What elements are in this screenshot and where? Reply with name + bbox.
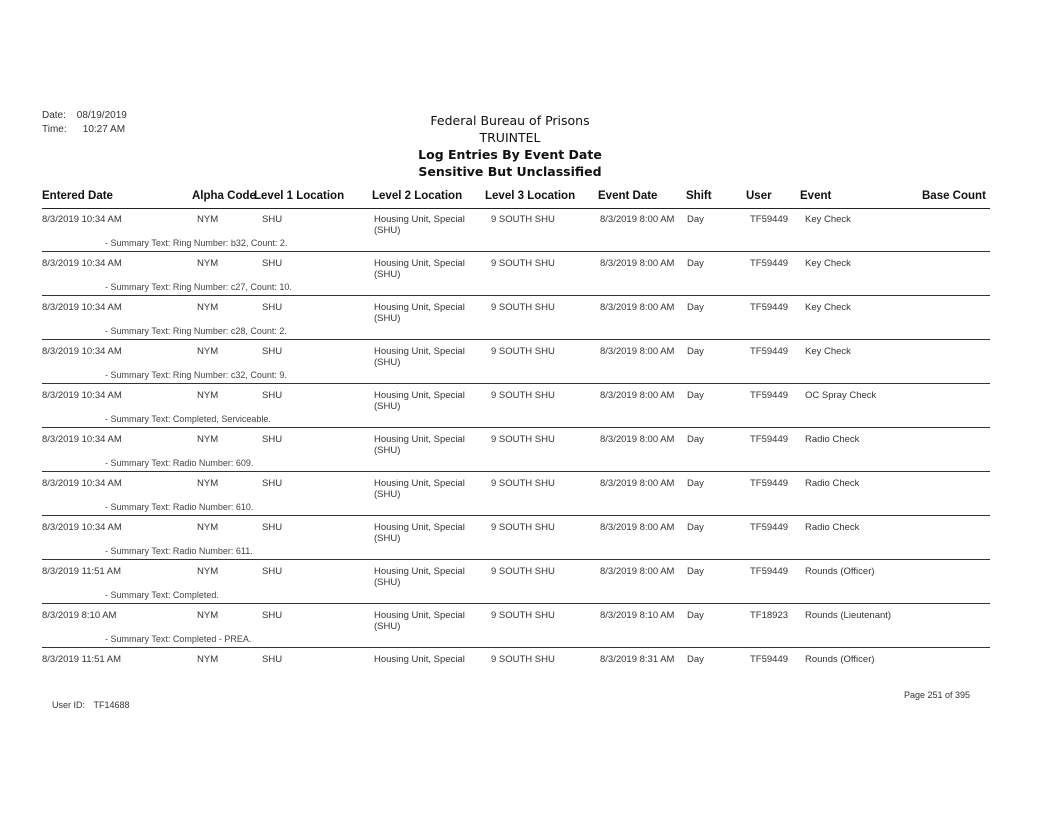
row-divider (42, 251, 990, 252)
summary-text: - Summary Text: Ring Number: c27, Count: 10. (105, 282, 292, 292)
cell-level2: Housing Unit, Special (SHU) (374, 566, 465, 588)
log-entry (42, 385, 990, 429)
cell-entered-date: 8/3/2019 11:51 AM (42, 566, 122, 577)
cell-event: Key Check (805, 302, 851, 313)
cell-level1: SHU (262, 522, 283, 533)
summary-text: - Summary Text: Completed. (105, 590, 219, 600)
col-user: User (746, 190, 772, 202)
cell-user: TF59449 (750, 566, 789, 577)
cell-level2: Housing Unit, Special (SHU) (374, 302, 465, 324)
cell-entered-date: 8/3/2019 10:34 AM (42, 390, 122, 401)
cell-level2: Housing Unit, Special (SHU) (374, 214, 465, 236)
cell-event-date: 8/3/2019 8:00 AM (600, 302, 675, 313)
table-row (42, 429, 990, 461)
cell-level2: Housing Unit, Special (SHU) (374, 390, 465, 412)
cell-level1: SHU (262, 610, 283, 621)
log-entry (42, 561, 990, 605)
cell-shift: Day (687, 566, 704, 577)
cell-level3: 9 SOUTH SHU (491, 478, 555, 489)
log-entries (42, 209, 990, 693)
cell-level3: 9 SOUTH SHU (491, 214, 555, 225)
cell-event-date: 8/3/2019 8:00 AM (600, 390, 675, 401)
cell-shift: Day (687, 654, 704, 665)
cell-event: Key Check (805, 346, 851, 357)
cell-event: Rounds (Lieutenant) (805, 610, 892, 621)
cell-level3: 9 SOUTH SHU (491, 566, 555, 577)
row-divider (42, 295, 990, 296)
cell-level1: SHU (262, 566, 283, 577)
row-divider (42, 515, 990, 516)
cell-level2: Housing Unit, Special (SHU) (374, 522, 465, 544)
cell-alpha-code: NYM (197, 610, 219, 621)
summary-text: - Summary Text: Radio Number: 611. (105, 546, 253, 556)
cell-alpha-code: NYM (197, 434, 219, 445)
summary-text: - Summary Text: Radio Number: 610. (105, 502, 254, 512)
cell-shift: Day (687, 522, 704, 533)
table-row (42, 561, 990, 593)
col-level3: Level 3 Location (485, 190, 576, 202)
summary-text: - Summary Text: Ring Number: b32, Count: 2. (105, 238, 288, 248)
cell-alpha-code: NYM (197, 214, 219, 225)
cell-event-date: 8/3/2019 8:00 AM (600, 566, 675, 577)
cell-alpha-code: NYM (197, 258, 219, 269)
date-value: 08/19/2019 (76, 110, 127, 121)
cell-user: TF59449 (750, 522, 789, 533)
cell-event-date: 8/3/2019 8:00 AM (600, 478, 675, 489)
table-row (42, 473, 990, 505)
table-row (42, 253, 990, 285)
cell-event-date: 8/3/2019 8:00 AM (600, 434, 675, 445)
cell-user: TF59449 (750, 346, 789, 357)
cell-shift: Day (687, 346, 704, 357)
cell-level3: 9 SOUTH SHU (491, 434, 555, 445)
report-title (0, 112, 1020, 180)
cell-alpha-code: NYM (197, 390, 219, 401)
cell-event-date: 8/3/2019 8:00 AM (600, 522, 675, 533)
cell-event: Rounds (Officer) (805, 566, 875, 577)
cell-event-date: 8/3/2019 8:00 AM (600, 214, 675, 225)
cell-level1: SHU (262, 434, 283, 445)
cell-shift: Day (687, 302, 704, 313)
cell-event-date: 8/3/2019 8:00 AM (600, 346, 675, 357)
col-event: Event (800, 190, 832, 202)
cell-level3: 9 SOUTH SHU (491, 654, 555, 665)
col-level2: Level 2 Location (372, 190, 463, 202)
cell-user: TF59449 (750, 654, 789, 665)
cell-event: Radio Check (805, 434, 860, 445)
cell-level3: 9 SOUTH SHU (491, 610, 555, 621)
footer-user-id (52, 700, 130, 710)
cell-user: TF18923 (750, 610, 789, 621)
user-id-label: User ID: (52, 700, 86, 710)
row-divider (42, 559, 990, 560)
time-label: Time: (42, 124, 67, 135)
row-divider (42, 603, 990, 604)
cell-alpha-code: NYM (197, 346, 219, 357)
cell-entered-date: 8/3/2019 11:51 AM (42, 654, 122, 665)
cell-level2: Housing Unit, Special (SHU) (374, 478, 465, 500)
table-row (42, 517, 990, 549)
date-label: Date: (42, 110, 66, 121)
cell-level2: Housing Unit, Special (374, 654, 465, 665)
cell-alpha-code: NYM (197, 522, 219, 533)
table-row (42, 341, 990, 373)
log-entry (42, 209, 990, 253)
cell-shift: Day (687, 610, 704, 621)
summary-text: - Summary Text: Completed - PREA. (105, 634, 252, 644)
cell-level1: SHU (262, 214, 283, 225)
cell-shift: Day (687, 478, 704, 489)
cell-level2: Housing Unit, Special (SHU) (374, 610, 465, 632)
time-value: 10:27 AM (82, 124, 126, 135)
report-name: Log Entries By Event Date (418, 147, 602, 162)
summary-text: - Summary Text: Radio Number: 609. (105, 458, 254, 468)
log-entry (42, 253, 990, 297)
log-entry (42, 605, 990, 649)
cell-event: Radio Check (805, 478, 860, 489)
cell-alpha-code: NYM (197, 302, 219, 313)
cell-level3: 9 SOUTH SHU (491, 390, 555, 401)
cell-entered-date: 8/3/2019 8:10 AM (42, 610, 117, 621)
cell-level2: Housing Unit, Special (SHU) (374, 258, 465, 280)
cell-user: TF59449 (750, 258, 789, 269)
cell-shift: Day (687, 390, 704, 401)
cell-level2: Housing Unit, Special (SHU) (374, 346, 465, 368)
cell-event: Rounds (Officer) (805, 654, 875, 665)
row-divider (42, 427, 990, 428)
cell-entered-date: 8/3/2019 10:34 AM (42, 478, 122, 489)
row-divider (42, 647, 990, 648)
cell-level3: 9 SOUTH SHU (491, 346, 555, 357)
log-entry (42, 649, 990, 693)
user-id-value: TF14688 (93, 700, 130, 710)
log-entry (42, 517, 990, 561)
cell-entered-date: 8/3/2019 10:34 AM (42, 346, 122, 357)
col-event-date: Event Date (598, 190, 658, 202)
table-row (42, 297, 990, 329)
col-shift: Shift (686, 190, 712, 202)
cell-entered-date: 8/3/2019 10:34 AM (42, 214, 122, 225)
row-divider (42, 383, 990, 384)
system-name: TRUINTEL (479, 130, 541, 145)
cell-level1: SHU (262, 390, 283, 401)
cell-entered-date: 8/3/2019 10:34 AM (42, 258, 122, 269)
cell-event-date: 8/3/2019 8:31 AM (600, 654, 675, 665)
cell-level1: SHU (262, 302, 283, 313)
cell-event-date: 8/3/2019 8:10 AM (600, 610, 675, 621)
cell-level2: Housing Unit, Special (SHU) (374, 434, 465, 456)
row-divider (42, 339, 990, 340)
classification: Sensitive But Unclassified (418, 164, 602, 179)
cell-level3: 9 SOUTH SHU (491, 302, 555, 313)
table-row (42, 209, 990, 241)
col-base-count: Base Count (922, 190, 986, 202)
cell-entered-date: 8/3/2019 10:34 AM (42, 522, 122, 533)
summary-text: - Summary Text: Completed, Serviceable. (105, 414, 271, 424)
cell-shift: Day (687, 258, 704, 269)
cell-alpha-code: NYM (197, 478, 219, 489)
table-row (42, 385, 990, 417)
cell-event: Radio Check (805, 522, 860, 533)
cell-event: Key Check (805, 258, 851, 269)
log-entry (42, 341, 990, 385)
cell-user: TF59449 (750, 302, 789, 313)
page-number: Page 251 of 395 (904, 690, 971, 700)
cell-user: TF59449 (750, 478, 789, 489)
cell-alpha-code: NYM (197, 654, 219, 665)
log-entry (42, 297, 990, 341)
cell-event: OC Spray Check (805, 390, 877, 401)
col-level1: Level 1 Location (254, 190, 345, 202)
cell-entered-date: 8/3/2019 10:34 AM (42, 434, 122, 445)
col-alpha-code: Alpha Code (192, 190, 256, 202)
cell-shift: Day (687, 434, 704, 445)
table-row (42, 605, 990, 637)
cell-user: TF59449 (750, 214, 789, 225)
log-entry (42, 473, 990, 517)
cell-level3: 9 SOUTH SHU (491, 258, 555, 269)
cell-user: TF59449 (750, 390, 789, 401)
row-divider (42, 471, 990, 472)
cell-level1: SHU (262, 654, 283, 665)
cell-event-date: 8/3/2019 8:00 AM (600, 258, 675, 269)
cell-level1: SHU (262, 258, 283, 269)
cell-shift: Day (687, 214, 704, 225)
log-entry (42, 429, 990, 473)
table-header (42, 186, 990, 209)
summary-text: - Summary Text: Ring Number: c32, Count: 9. (105, 370, 287, 380)
col-entered-date: Entered Date (42, 190, 113, 202)
cell-level1: SHU (262, 478, 283, 489)
agency-name: Federal Bureau of Prisons (430, 113, 590, 128)
summary-text: - Summary Text: Ring Number: c28, Count: 2. (105, 326, 287, 336)
cell-level3: 9 SOUTH SHU (491, 522, 555, 533)
cell-level1: SHU (262, 346, 283, 357)
cell-entered-date: 8/3/2019 10:34 AM (42, 302, 122, 313)
cell-alpha-code: NYM (197, 566, 219, 577)
cell-event: Key Check (805, 214, 851, 225)
cell-user: TF59449 (750, 434, 789, 445)
table-row (42, 649, 990, 681)
